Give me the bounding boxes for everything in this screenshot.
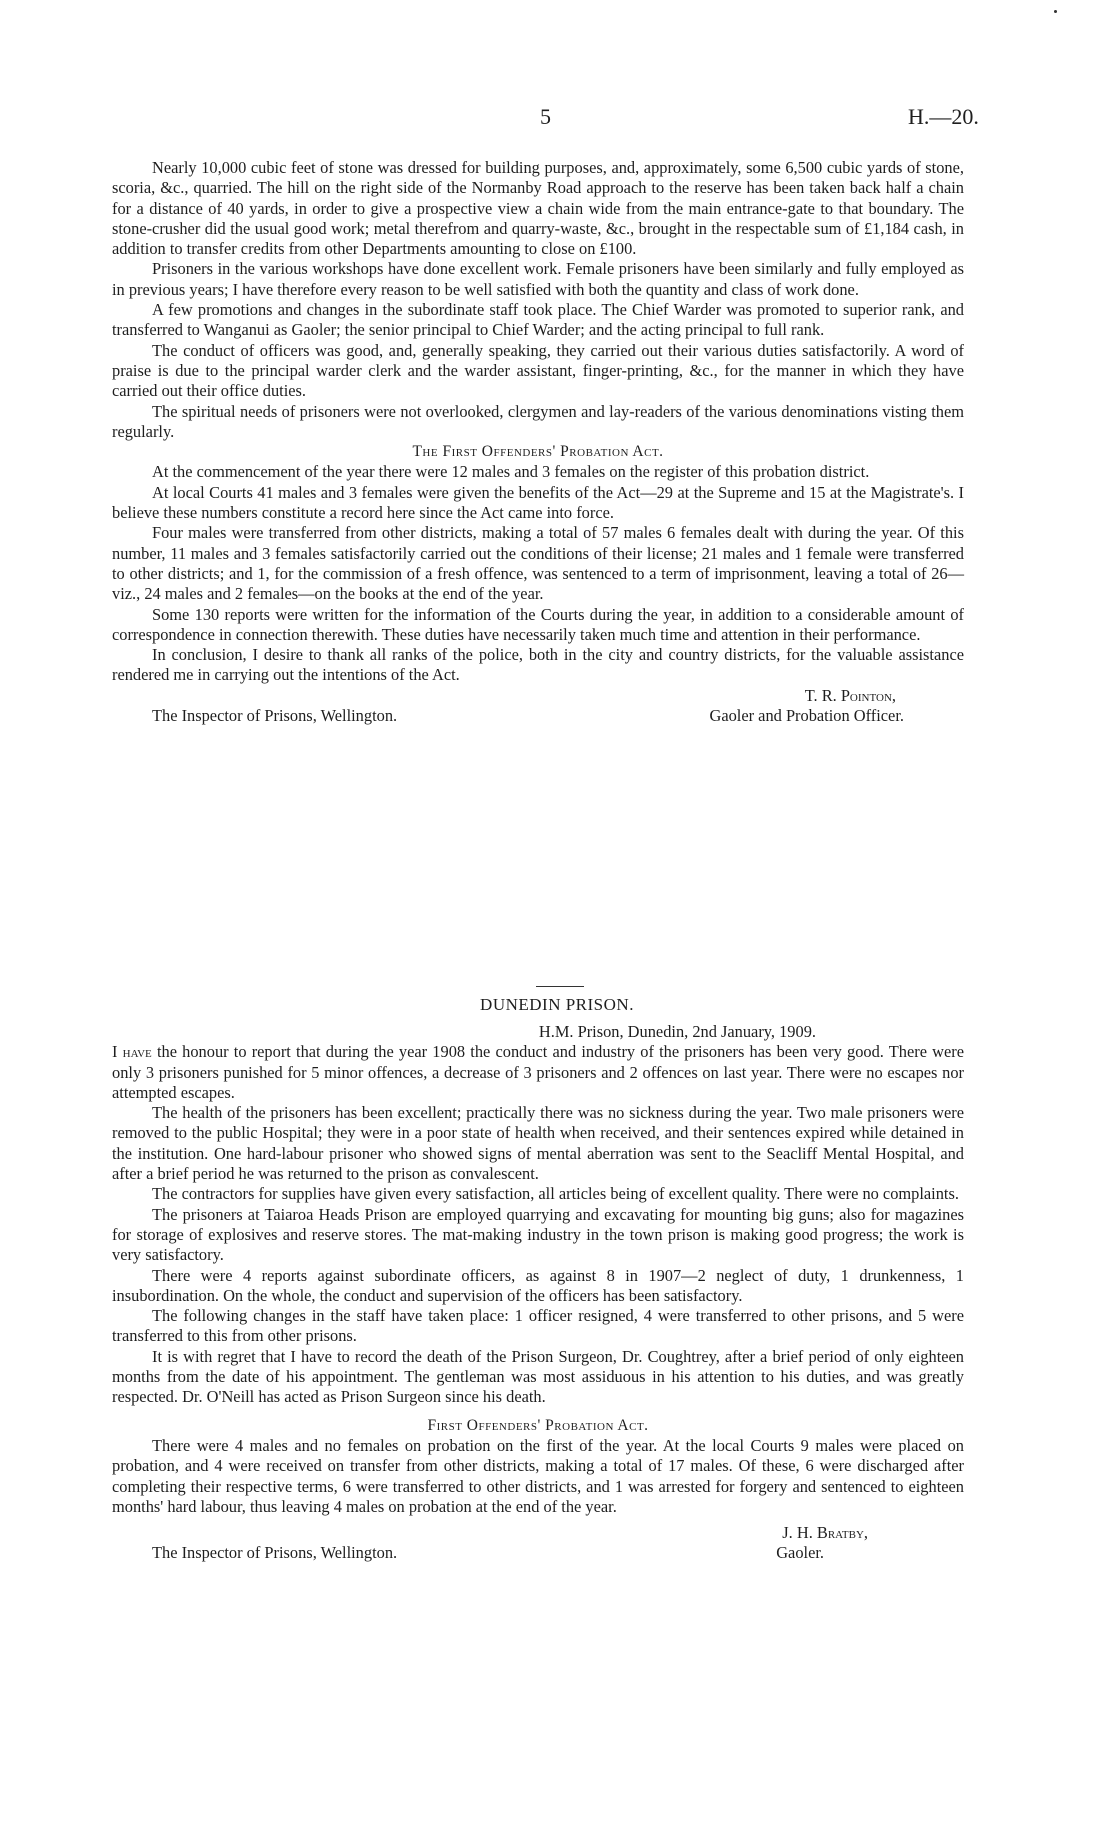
section-heading: The First Offenders' Probation Act.	[412, 443, 664, 461]
paragraph: Some 130 reports were written for the information of the Courts during the year, in addition to a considerable amount of correspondence in connection therewith. These duties have necessarily taken much time and attention in their performance.	[112, 604, 964, 644]
signature-name: T. R. Pointon,	[804, 685, 896, 705]
opening-caps: I have	[112, 1042, 152, 1062]
section-divider	[536, 986, 584, 987]
signature-title: Gaoler.	[776, 1543, 824, 1563]
paragraph: It is with regret that I have to record the death of the Prison Surgeon, Dr. Coughtrey, after a brief period of only eighteen months from the date of his appointment. The gentleman was most assiduous in his attention to his duties, and was greatly respected. Dr. O'Neill has acted as Prison Surgeon since his death.	[112, 1346, 964, 1407]
dunedin-report	[112, 1022, 964, 1564]
document-reference: H.—20.	[908, 104, 979, 129]
paragraph: The spiritual needs of prisoners were not overlooked, clergymen and lay-readers of the various denominations visting them regularly.	[112, 401, 964, 441]
signature-row	[112, 1543, 964, 1563]
signature-name: J. H. Bratby,	[782, 1523, 868, 1543]
paragraph: At the commencement of the year there were 12 males and 3 females on the register of this probation district.	[152, 462, 870, 482]
section-title: DUNEDIN PRISON.	[480, 995, 634, 1014]
page-number: 5	[540, 104, 551, 129]
paragraph: The health of the prisoners has been excellent; practically there was no sickness during the year. Two male prisoners were removed to the public Hospital; they were in a poor state of health when received, and their sentences expired while detained in the institution. One hard-labour prisoner who showed signs of mental aberration was sent to the Seacliff Mental Hospital, and after a brief period he was returned to the prison as convalescent.	[112, 1103, 964, 1184]
paragraph: The contractors for supplies have given every satisfaction, all articles being of excellent quality. There were no complaints.	[152, 1184, 959, 1204]
report-continuation	[112, 158, 964, 726]
addressee: The Inspector of Prisons, Wellington.	[152, 1543, 398, 1563]
dateline: H.M. Prison, Dunedin, 2nd January, 1909.	[538, 1022, 816, 1041]
section-heading: First Offenders' Probation Act.	[427, 1416, 649, 1434]
paragraph: A few promotions and changes in the subordinate staff took place. The Chief Warder was promoted to superior rank, and transferred to Wanganui as Gaoler; the senior principal to Chief Warder; and the acting principal to full rank.	[112, 300, 964, 340]
scan-mark	[1054, 10, 1057, 13]
opening-text: the honour to report that during the year 1908 the conduct and industry of the prisoners has been very good. There were only 3 prisoners punished for 5 minor offences, a decrease of 3 prisoners and 2 offences on last year. There were no escapes nor attempted escapes.	[112, 1042, 964, 1102]
paragraph: Four males were transferred from other districts, making a total of 57 males 6 females dealt with during the year. Of this number, 11 males and 3 females satisfactorily carried out the conditions of their license; 21 males and 1 female were transferred to other districts; and 1, for the commission of a fresh offence, was sentenced to a term of imprisonment, leaving a total of 26—viz., 24 males and 2 females—on the books at the end of the year.	[112, 523, 964, 604]
paragraph: In conclusion, I desire to thank all ranks of the police, both in the city and country districts, for the valuable assistance rendered me in carrying out the intentions of the Act.	[112, 645, 964, 685]
paragraph: The conduct of officers was good, and, generally speaking, they carried out their various duties satisfactorily. A word of praise is due to the principal warder clerk and the warder assistant, finger-printing, &c., for the manner in which they have carried out their office duties.	[112, 340, 964, 401]
signature-row	[112, 706, 964, 726]
addressee: The Inspector of Prisons, Wellington.	[152, 706, 398, 726]
paragraph: The prisoners at Taiaroa Heads Prison are employed quarrying and excavating for mounting big guns; also for magazines for storage of explosives and reserve stores. The mat-making industry in the town prison is making good progress; the work is very satisfactory.	[112, 1204, 964, 1265]
paragraph: Nearly 10,000 cubic feet of stone was dressed for building purposes, and, approximately, some 6,500 cubic yards of stone, scoria, &c., quarried. The hill on the right side of the Normanby Road approach to the reserve has been taken back half a chain for a distance of 40 yards, in order to give a prospective view a chain wide from the main entrance-gate to that boundary. The stone-crusher did the usual good work; metal therefrom and quarry-waste, &c., brought in the respectable sum of £1,184 cash, in addition to transfer credits from other Departments amounting to close on £100.	[112, 158, 964, 259]
paragraph: The following changes in the staff have taken place: 1 officer resigned, 4 were transferred to other prisons, and 5 were transferred to this from other prisons.	[112, 1306, 964, 1346]
signature-title: Gaoler and Probation Officer.	[709, 706, 904, 726]
paragraph: There were 4 males and no females on probation on the first of the year. At the local Courts 9 males were placed on probation, and 4 were received on transfer from other districts, making a total of 17 males. Of these, 6 were discharged after completing their respective terms, 6 were transferred to other districts, and 1 was arrested for forgery and sentenced to eighteen months' hard labour, thus leaving 4 males on probation at the end of the year.	[112, 1435, 964, 1516]
opening-paragraph	[112, 1042, 964, 1103]
paragraph: At local Courts 41 males and 3 females were given the benefits of the Act—29 at the Supreme and 15 at the Magistrate's. I believe these numbers constitute a record here since the Act came into force.	[112, 482, 964, 523]
paragraph: Prisoners in the various workshops have done excellent work. Female prisoners have been similarly and fully employed as in previous years; I have therefore every reason to be well satisfied with both the quantity and class of work done.	[112, 259, 964, 299]
paragraph: There were 4 reports against subordinate officers, as against 8 in 1907—2 neglect of duty, 1 drunkenness, 1 insubordination. On the whole, the conduct and supervision of the officers has been satisfactory.	[112, 1265, 964, 1305]
